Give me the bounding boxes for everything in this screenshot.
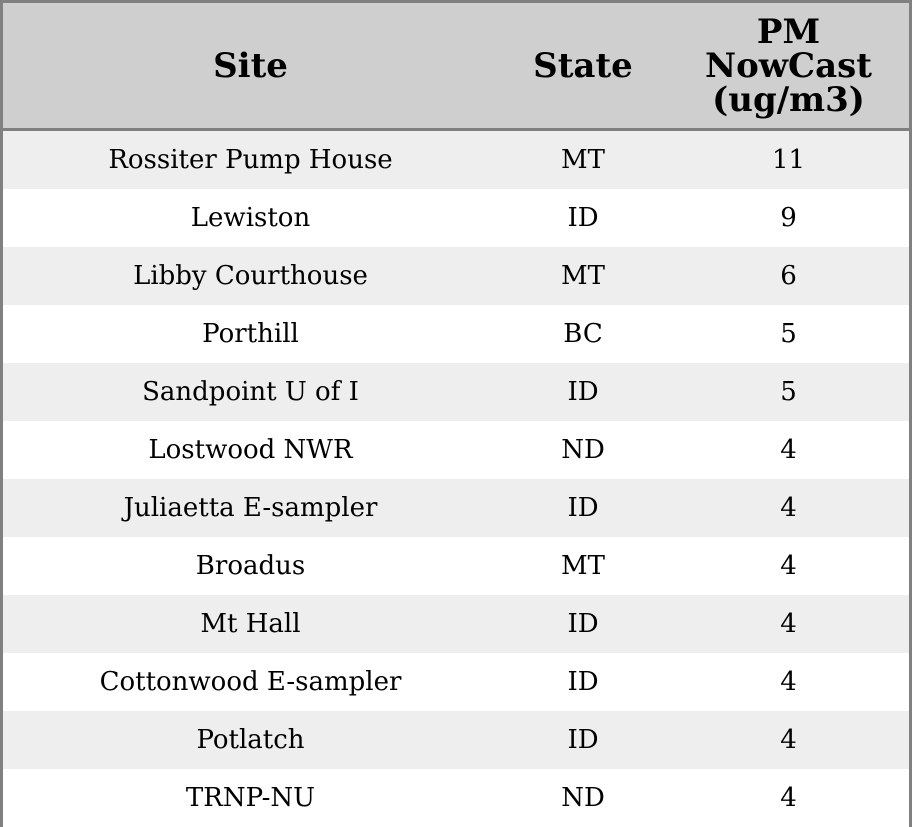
state-cell: ND bbox=[498, 769, 668, 827]
table-row bbox=[3, 189, 909, 247]
state-cell: ND bbox=[498, 421, 668, 479]
state-cell: MT bbox=[498, 130, 668, 190]
table-row bbox=[3, 305, 909, 363]
site-cell: Sandpoint U of I bbox=[3, 363, 498, 421]
state-cell: BC bbox=[498, 305, 668, 363]
table-row bbox=[3, 247, 909, 305]
state-cell: ID bbox=[498, 653, 668, 711]
state-cell: ID bbox=[498, 595, 668, 653]
table-row bbox=[3, 711, 909, 769]
header-pm-nowcast bbox=[668, 3, 909, 130]
table-row bbox=[3, 595, 909, 653]
header-pm-line-2: NowCast bbox=[705, 45, 872, 86]
pm-nowcast-cell: 4 bbox=[668, 537, 909, 595]
site-cell: Rossiter Pump House bbox=[3, 130, 498, 190]
site-cell: Mt Hall bbox=[3, 595, 498, 653]
header-pm-line-3: (ug/m3) bbox=[712, 79, 865, 120]
pm-nowcast-cell: 5 bbox=[668, 363, 909, 421]
pm-nowcast-cell: 11 bbox=[668, 130, 909, 190]
table-body bbox=[3, 130, 909, 827]
state-cell: MT bbox=[498, 247, 668, 305]
table-row bbox=[3, 479, 909, 537]
site-cell: Broadus bbox=[3, 537, 498, 595]
site-cell: Lostwood NWR bbox=[3, 421, 498, 479]
header-row bbox=[3, 3, 909, 130]
site-cell: Porthill bbox=[3, 305, 498, 363]
site-cell: Juliaetta E-sampler bbox=[3, 479, 498, 537]
pm-nowcast-cell: 9 bbox=[668, 189, 909, 247]
site-cell: Cottonwood E-sampler bbox=[3, 653, 498, 711]
table-row bbox=[3, 363, 909, 421]
state-cell: ID bbox=[498, 479, 668, 537]
pm-nowcast-cell: 6 bbox=[668, 247, 909, 305]
pm-nowcast-cell: 4 bbox=[668, 421, 909, 479]
state-cell: MT bbox=[498, 537, 668, 595]
state-cell: ID bbox=[498, 363, 668, 421]
site-cell: Libby Courthouse bbox=[3, 247, 498, 305]
table-row bbox=[3, 653, 909, 711]
pm-nowcast-cell: 4 bbox=[668, 479, 909, 537]
state-cell: ID bbox=[498, 711, 668, 769]
site-cell: TRNP-NU bbox=[3, 769, 498, 827]
site-cell: Potlatch bbox=[3, 711, 498, 769]
pm-nowcast-cell: 5 bbox=[668, 305, 909, 363]
header-pm-line-1: PM bbox=[756, 11, 821, 52]
table-row bbox=[3, 537, 909, 595]
pm-nowcast-cell: 4 bbox=[668, 653, 909, 711]
site-cell: Lewiston bbox=[3, 189, 498, 247]
header-state: State bbox=[498, 3, 668, 130]
table-row bbox=[3, 769, 909, 827]
pm-nowcast-cell: 4 bbox=[668, 769, 909, 827]
table-row bbox=[3, 130, 909, 190]
pm-nowcast-table bbox=[3, 3, 909, 827]
pm-nowcast-cell: 4 bbox=[668, 711, 909, 769]
pm-nowcast-cell: 4 bbox=[668, 595, 909, 653]
header-site: Site bbox=[3, 3, 498, 130]
table-header bbox=[3, 3, 909, 130]
table-row bbox=[3, 421, 909, 479]
state-cell: ID bbox=[498, 189, 668, 247]
